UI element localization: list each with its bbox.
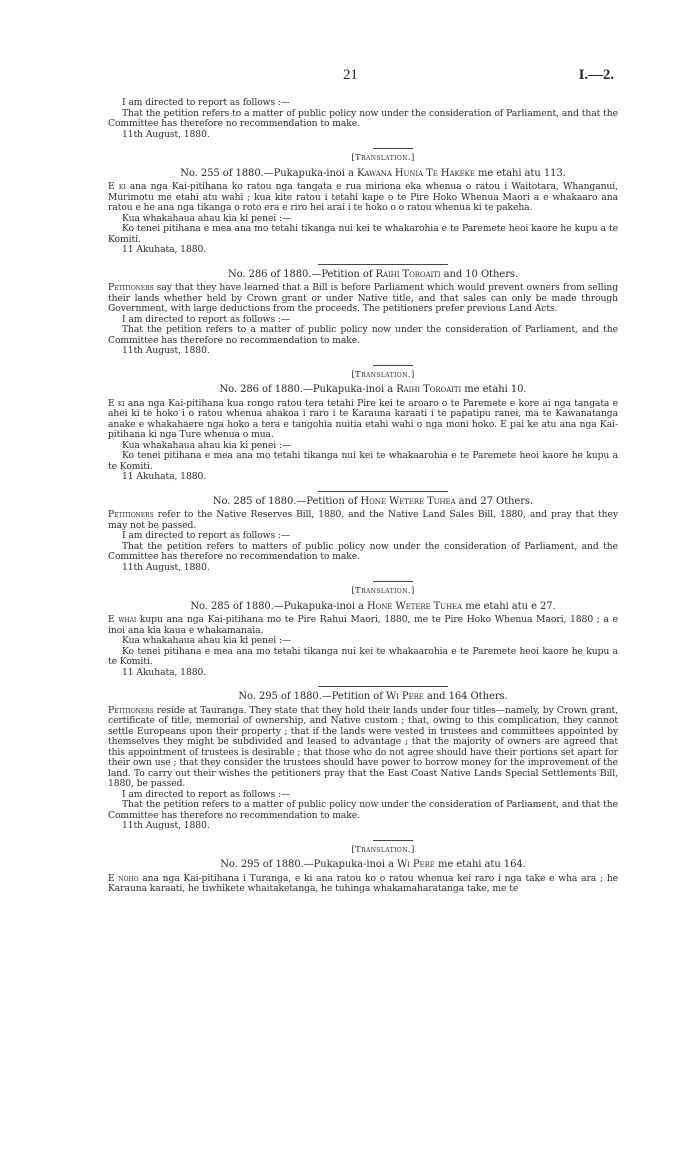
petition-heading xyxy=(108,385,618,396)
petition-heading xyxy=(108,602,618,613)
heading-suffix: me etahi atu 164. xyxy=(434,859,526,870)
paragraph-text: I am directed to report as follows :— xyxy=(122,530,291,541)
paragraph-lead: E whai xyxy=(108,614,137,625)
petitioner-name: Kawana Hunia Te Hakeke xyxy=(356,167,475,179)
heading-suffix: me etahi atu e 27. xyxy=(462,600,556,612)
section-divider xyxy=(373,581,413,582)
paragraph xyxy=(108,182,618,214)
paragraph-text: Ko tenei pitihana e mea ana mo tetahi tikanga nui kei te whakaarohia e te Paremete heoi kaore he kupu a te Komiti. xyxy=(108,645,618,667)
petition-heading xyxy=(108,270,618,281)
paragraph-text: That the petition refers to a matter of public policy now under the consideration of Parliament, and that the Committee has therefore no recommendation to make. xyxy=(108,107,618,129)
petitioner-name: Raihi Toroaiti xyxy=(396,384,462,395)
section-divider xyxy=(373,840,413,841)
paragraph xyxy=(108,451,618,472)
paper-reference: I.—2. xyxy=(578,67,614,83)
paragraph-text: Kua whakahaua ahau kia ki penei :— xyxy=(122,212,292,224)
translation-label: [Translation.] xyxy=(351,844,415,855)
heading-suffix: and 164 Others. xyxy=(423,691,508,702)
heading-number: No. 255 of 1880.—Pukapuka-inoi a xyxy=(180,167,357,179)
paragraph-lead: Petitioners xyxy=(108,704,154,716)
paragraph-text: ana nga Kai-pitihana ko ratou nga tangata e rua miriona eka whenua o ratou i Waitotara, Whanganui, Murimotu me etahi atu wahi ; kua kite ratou i tetahi kape o te Pire Hoko Whenua Maori a e whakaaro ana ratou e he ana nga tikanga o roto era e riro hei arai i te hoko o o ratou whenua ki te pakeha. xyxy=(108,181,618,213)
heading-suffix: and 27 Others. xyxy=(455,495,534,507)
paragraph-text: 11 Akuhata, 1880. xyxy=(122,666,207,678)
section-divider xyxy=(318,264,448,265)
paragraph-lead: E noho xyxy=(108,872,139,884)
heading-suffix: me etahi atu 113. xyxy=(474,167,566,179)
heading-number: No. 285 of 1880.—Pukapuka-inoi a xyxy=(190,600,368,612)
heading-number: No. 285 of 1880.—Petition of xyxy=(212,495,361,507)
paragraph xyxy=(108,800,618,821)
paragraph-text: Kua whakahaua ahau kia ki penei :— xyxy=(122,635,292,646)
paragraph-lead: E ki xyxy=(108,181,126,192)
paragraph-text: I am directed to report as follows :— xyxy=(122,97,291,108)
translation-label: [Translation.] xyxy=(351,369,415,380)
petition-heading xyxy=(108,860,618,871)
section-divider xyxy=(373,365,413,366)
paragraph xyxy=(108,615,618,636)
petitioner-name: Hone Wetere Tuhea xyxy=(360,495,456,507)
paragraph xyxy=(108,245,618,256)
petitioner-name: Hone Wetere Tuhea xyxy=(367,600,463,612)
paragraph-lead: Petitioners xyxy=(108,282,154,293)
paragraph-text: I am directed to report as follows :— xyxy=(122,788,291,800)
heading-number: No. 286 of 1880.—Petition of xyxy=(227,268,376,280)
paragraph-lead: Petitioners xyxy=(108,509,154,520)
heading-number: No. 286 of 1880.—Pukapuka-inoi a xyxy=(219,384,397,395)
paragraph-text: 11th August, 1880. xyxy=(122,561,210,573)
paragraph-text: That the petition refers to a matter of public policy now under the consideration of Parliament, and the Committee has therefore no recommendation to make. xyxy=(108,324,618,346)
paragraph xyxy=(108,283,618,315)
paragraph-text: reside at Tauranga. They state that they hold their lands under four titles—namely, by Crown grant, certificate of title, memorial of ownership, and Native custom ; that, owing to this complication, they cannot settle Europeans upon their property ; that if the lands were vested in trustees and committees appointed by themselves they might be subdivided and leased to advantage ; that the majority of owners are agreed that this appointment of trustees is desirable ; that those who do not agree should have their portions set apart for their own use ; that they consider the trustees should have power to borrow money for the improvement of the land. To carry out their wishes the petitioners pray that the East Coast Native Lands Special Settlements Bill, 1880, be passed. xyxy=(108,704,618,789)
paragraph xyxy=(108,399,618,441)
petitioner-name: Wi Pere xyxy=(385,691,424,702)
paragraph-text: 11 Akuhata, 1880. xyxy=(122,244,207,255)
paragraph-text: 11th August, 1880. xyxy=(122,345,210,356)
paragraph-text: ana nga Kai-pitihana i Turanga, e ki ana ratou ko o ratou whenua kei raro i nga take e wha ara ; he Karauna karaati, he tiwhikete whaitaketanga, he tuhinga whakamaharatanga take, me te xyxy=(108,872,619,894)
petitioner-name: Raihi Toroaiti xyxy=(375,268,441,280)
paragraph-text: Kua whakahaua ahau kia ki penei :— xyxy=(122,439,292,451)
paragraph-text: refer to the Native Reserves Bill, 1880, and the Native Land Sales Bill, 1880, and pray that they may not be passed. xyxy=(108,509,618,531)
paragraph-text: kupu ana nga Kai-pitihana mo te Pire Rahui Maori, 1880, me te Pire Hoko Whenua Maori, 1880 ; a e inoi ana kia kaua e whakamanaia. xyxy=(108,614,618,636)
paragraph xyxy=(108,647,618,668)
paragraph-text: Ko tenei pitihana e mea ana mo tetahi tikanga nui kei te whakaarohia e te Paremete heoi kaore he kupu a te Komiti. xyxy=(108,450,618,472)
paragraph xyxy=(108,706,618,790)
paragraph xyxy=(108,325,618,346)
paragraph xyxy=(108,130,618,141)
page-content xyxy=(108,98,618,895)
heading-number: No. 295 of 1880.—Pukapuka-inoi a xyxy=(220,859,397,870)
paragraph xyxy=(108,874,618,895)
petition-heading xyxy=(108,692,618,703)
paragraph-text: That the petition refers to matters of public policy now under the consideration of Parliament, and the Committee has therefore no recommendation to make. xyxy=(108,540,618,562)
paragraph xyxy=(108,346,618,357)
petition-heading xyxy=(108,169,618,180)
paragraph xyxy=(108,821,618,832)
paragraph xyxy=(108,563,618,574)
page-number: 21 xyxy=(343,67,358,83)
paragraph-text: ana nga Kai-pitihana kua rongo ratou tera tetahi Pire kei te aroaro o te Paremete e kore ai nga tangata e ahei ki te hoko i o ratou whenua ahakoa i raro i te Karauna karaati i te papatipu ranei, ma te Kawanatanga anake e whakahaere nga hoko a tera e tangohia nuitia etahi wahi o nga moni hoko. E pai ke atu ana nga Kai-pitihana ki nga Ture whenua o mua. xyxy=(108,397,618,440)
translation-label: [Translation.] xyxy=(351,153,415,163)
section-divider xyxy=(318,686,448,687)
paragraph-text: 11 Akuhata, 1880. xyxy=(122,471,207,482)
section-divider xyxy=(318,491,448,492)
translation-label: [Translation.] xyxy=(351,586,415,596)
paragraph xyxy=(108,472,618,483)
paragraph xyxy=(108,668,618,679)
paragraph xyxy=(108,542,618,563)
heading-suffix: me etahi 10. xyxy=(461,384,527,395)
paragraph xyxy=(108,224,618,245)
paragraph-text: 11th August, 1880. xyxy=(122,128,210,140)
heading-number: No. 295 of 1880.—Petition of xyxy=(238,691,386,702)
section-divider xyxy=(373,148,413,149)
paragraph-text: say that they have learned that a Bill is before Parliament which would prevent owners from selling their lands whether held by Crown grant or under Native title, and that sales can only be made through Government, with large deductions from the proceeds. The petitioners prefer previous Land Acts. xyxy=(108,282,618,314)
paragraph-text: 11th August, 1880. xyxy=(122,820,210,831)
petitioner-name: Wi Pere xyxy=(396,859,435,870)
paragraph xyxy=(108,510,618,531)
paragraph-text: I am directed to report as follows :— xyxy=(122,313,291,325)
paragraph-text: Ko tenei pitihana e mea ana mo tetahi tikanga nui kei te whakarohia e te Paremete heoi kaore he kupu a te Komiti. xyxy=(108,223,618,245)
heading-suffix: and 10 Others. xyxy=(440,268,519,280)
paragraph-text: That the petition refers to a matter of public policy now under the consideration of Parliament, and that the Committee has therefore no recommendation to make. xyxy=(108,799,618,821)
petition-heading xyxy=(108,497,618,508)
paragraph-lead: E ki xyxy=(108,397,125,409)
paragraph xyxy=(108,109,618,130)
